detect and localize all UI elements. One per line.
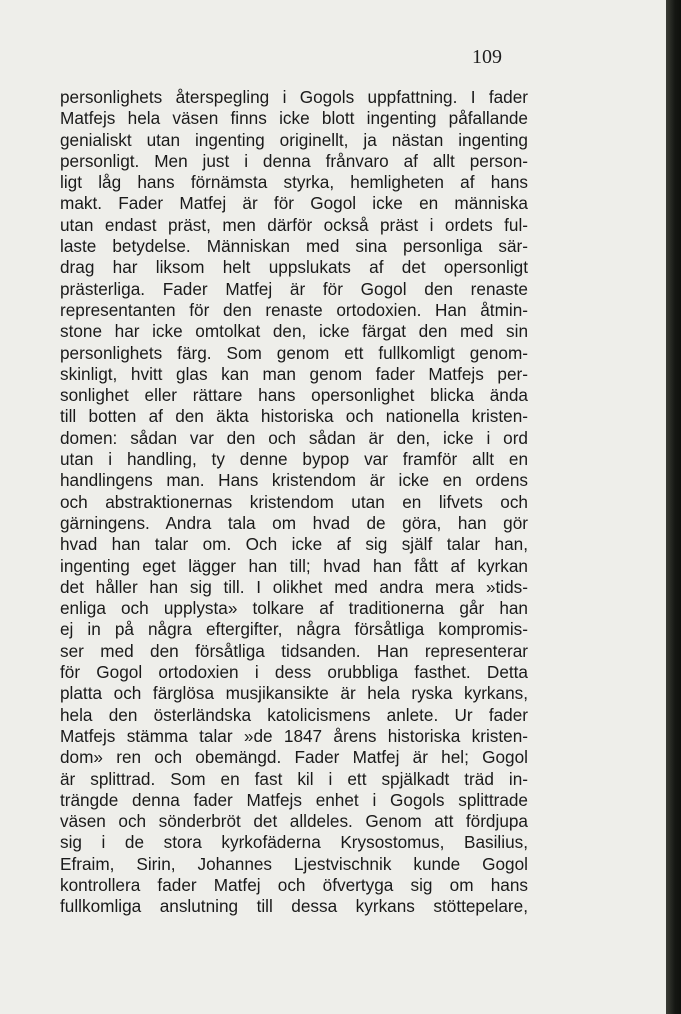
text-line: drag har liksom helt uppslukats af det opersonligt [60,257,528,278]
text-line: handlingens man. Hans kristendom är icke en ordens [60,470,528,491]
text-line: domen: sådan var den och sådan är den, icke i ord [60,427,528,448]
text-line: Matfejs stämma talar »de 1847 årens historiska kristen- [60,725,528,746]
text-line: personlighets färg. Som genom ett fullkomligt genom- [60,342,528,363]
text-line: genialiskt utan ingenting originellt, ja nästan ingenting [60,129,528,150]
text-line: för Gogol ortodoxien i dess orubbliga fasthet. Detta [60,662,528,683]
text-line: laste betydelse. Människan med sina personliga sär- [60,236,528,257]
text-line: enliga och upplysta» tolkare af traditionerna går han [60,598,528,619]
text-line: trängde denna fader Matfejs enhet i Gogols splittrade [60,789,528,810]
book-binding-edge [666,0,681,1014]
text-line: till botten af den äkta historiska och nationella kristen- [60,406,528,427]
text-line: väsen och sönderbröt det alldeles. Genom att fördjupa [60,811,528,832]
text-line: representanten för den renaste ortodoxien. Han åtmin- [60,299,528,320]
text-line: gärningens. Andra tala om hvad de göra, han gör [60,512,528,533]
text-line: ingenting eget lägger han till; hvad han fått af kyrkan [60,555,528,576]
text-line: sonlighet eller rättare hans opersonlighet blicka ända [60,385,528,406]
text-line: skinligt, hvitt glas kan man genom fader Matfejs per- [60,363,528,384]
text-line: ej in på några eftergifter, några försåtliga kompromis- [60,619,528,640]
text-line: utan endast präst, men därför också präst i ordets ful- [60,214,528,235]
body-text [60,87,528,918]
text-line: är splittrad. Som en fast kil i ett spjälkadt träd in- [60,768,528,789]
text-line: stone har icke omtolkat den, icke färgat den med sin [60,321,528,342]
text-line: ligt låg hans förnämsta styrka, hemligheten af hans [60,172,528,193]
text-line: fullkomliga anslutning till dessa kyrkans stöttepelare, [60,896,528,917]
text-line: det håller han sig till. I olikhet med andra mera »tids- [60,576,528,597]
text-line: utan i handling, ty denne bypop var framför allt en [60,449,528,470]
text-line: prästerliga. Fader Matfej är för Gogol den renaste [60,278,528,299]
text-line: Efraim, Sirin, Johannes Ljestvischnik kunde Gogol [60,853,528,874]
text-line: dom» ren och obemängd. Fader Matfej är hel; Gogol [60,747,528,768]
text-line: och abstraktionernas kristendom utan en lifvets och [60,491,528,512]
text-line: sig i de stora kyrkofäderna Krysostomus, Basilius, [60,832,528,853]
page-number: 109 [472,46,502,68]
text-line: Matfejs hela väsen finns icke blott ingenting påfallande [60,108,528,129]
text-line: kontrollera fader Matfej och öfvertyga sig om hans [60,874,528,895]
text-line: platta och färglösa musjikansikte är hela ryska kyrkans, [60,683,528,704]
text-line: personlighets återspegling i Gogols uppfattning. I fader [60,87,528,107]
text-line: personligt. Men just i denna frånvaro af allt person- [60,150,528,171]
text-line: ser med den försåtliga tidsanden. Han representerar [60,640,528,661]
text-line: hvad han talar om. Och icke af sig själf talar han, [60,534,528,555]
text-line: makt. Fader Matfej är för Gogol icke en människa [60,193,528,214]
text-line: hela den österländska katolicismens anlete. Ur fader [60,704,528,725]
